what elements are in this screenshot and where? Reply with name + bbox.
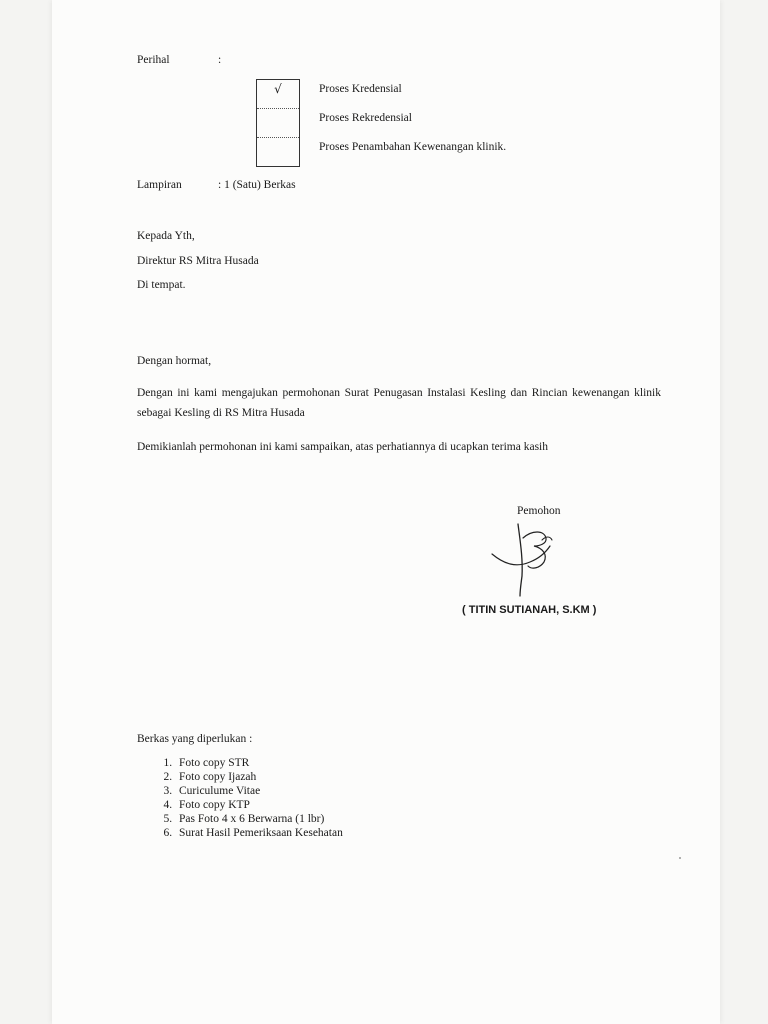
requirement-item: 1. Foto copy STR — [175, 756, 343, 770]
requirement-item: 6. Surat Hasil Pemeriksaan Kesehatan — [175, 826, 343, 840]
scan-speck — [679, 857, 681, 859]
checkbox-rekredensial — [257, 109, 299, 138]
recipient-name: Direktur RS Mitra Husada — [137, 255, 259, 267]
closing-paragraph: Demikianlah permohonan ini kami sampaikan, atas perhatiannya di ucapkan terima kasih — [137, 441, 548, 453]
perihal-colon: : — [218, 54, 222, 66]
option-rekredensial: Proses Rekredensial — [319, 112, 412, 124]
perihal-label: Perihal — [137, 54, 170, 66]
requirement-item: 4. Foto copy KTP — [175, 798, 343, 812]
handwritten-signature — [490, 518, 570, 600]
lampiran-value: : 1 (Satu) Berkas — [218, 179, 296, 191]
recipient-salutation: Kepada Yth, — [137, 230, 195, 242]
signatory-role: Pemohon — [517, 505, 561, 517]
requirement-item: 3. Curiculume Vitae — [175, 784, 343, 798]
requirements-title: Berkas yang diperlukan : — [137, 733, 253, 745]
option-kredensial: Proses Kredensial — [319, 83, 402, 95]
option-penambahan-kewenangan: Proses Penambahan Kewenangan klinik. — [319, 141, 507, 153]
lampiran-label: Lampiran — [137, 179, 182, 191]
process-checkbox-table — [256, 79, 300, 167]
checkbox-kredensial: √ — [257, 80, 299, 109]
requirement-item: 5. Pas Foto 4 x 6 Berwarna (1 lbr) — [175, 812, 343, 826]
requirements-list — [137, 756, 343, 840]
request-paragraph: Dengan ini kami mengajukan permohonan Surat Penugasan Instalasi Kesling dan Rincian kewenangan klinik sebagai Kesling di RS Mitra Husada — [137, 387, 661, 419]
checkbox-penambahan — [257, 138, 299, 166]
recipient-place: Di tempat. — [137, 279, 186, 291]
greeting: Dengan hormat, — [137, 355, 212, 367]
requirement-item: 2. Foto copy Ijazah — [175, 770, 343, 784]
signatory-name: ( TITIN SUTIANAH, S.KM ) — [462, 604, 597, 616]
